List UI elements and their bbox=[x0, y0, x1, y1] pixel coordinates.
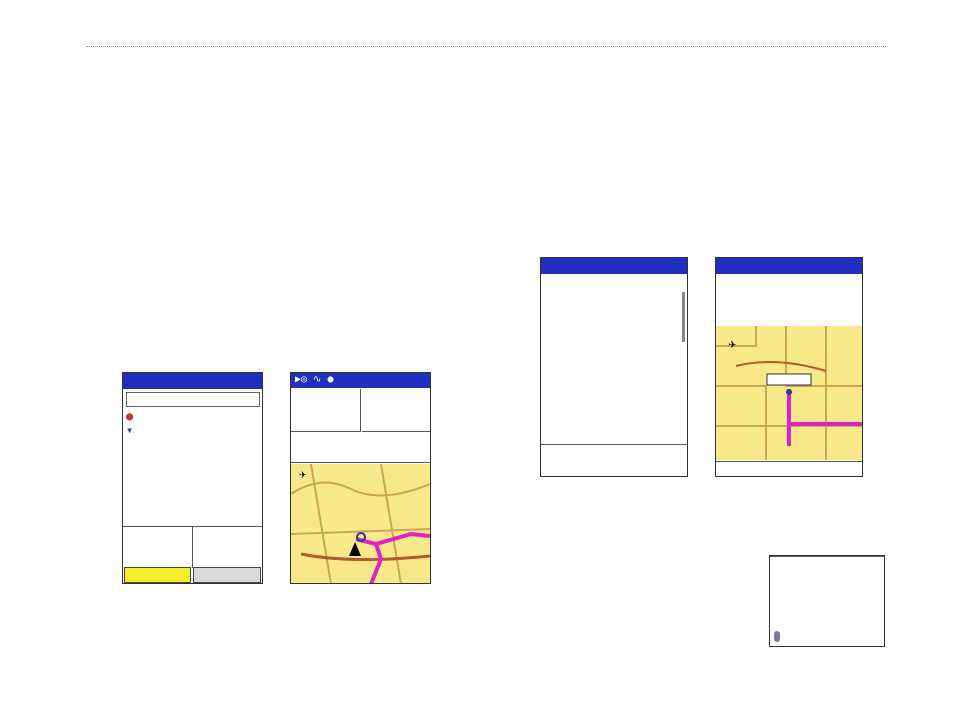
menu-key-icon bbox=[774, 631, 780, 642]
menu-footer bbox=[774, 631, 780, 643]
map-page-screen bbox=[290, 372, 431, 584]
scrollbar[interactable] bbox=[682, 292, 685, 342]
next-turn-banner bbox=[291, 433, 430, 463]
route-page-title bbox=[123, 373, 262, 389]
speed-field bbox=[291, 389, 361, 432]
route-name-field[interactable] bbox=[126, 392, 260, 407]
route-map[interactable] bbox=[291, 464, 430, 584]
waypoint-icon: ● bbox=[126, 409, 134, 423]
header-rule bbox=[86, 46, 886, 47]
turn-preview-screen bbox=[715, 257, 863, 477]
turn-preview-map[interactable] bbox=[716, 326, 862, 460]
step-5-block bbox=[522, 533, 762, 537]
active-route-title bbox=[541, 258, 687, 274]
svg-text:✈: ✈ bbox=[299, 471, 307, 481]
route-page-screen bbox=[122, 372, 263, 584]
right-column bbox=[522, 64, 892, 68]
active-route-screen bbox=[540, 257, 688, 477]
satellite-icon: ▶◎ ∿ ● bbox=[295, 374, 334, 385]
turn-preview-title bbox=[716, 258, 862, 274]
svg-text:✈: ✈ bbox=[728, 340, 737, 351]
navigate-button[interactable] bbox=[124, 567, 191, 583]
menu-items bbox=[770, 557, 884, 560]
map-status-bar bbox=[291, 373, 430, 388]
route-point[interactable] bbox=[126, 409, 140, 423]
last-turn-row[interactable] bbox=[541, 444, 687, 477]
turn-counter bbox=[716, 461, 862, 477]
route-point[interactable] bbox=[126, 423, 140, 437]
map-button[interactable] bbox=[193, 567, 261, 583]
route-points-list bbox=[126, 409, 140, 437]
heading-field bbox=[362, 389, 431, 432]
waypoint-icon: ▾ bbox=[126, 423, 134, 437]
options-menu-screen bbox=[769, 555, 885, 647]
